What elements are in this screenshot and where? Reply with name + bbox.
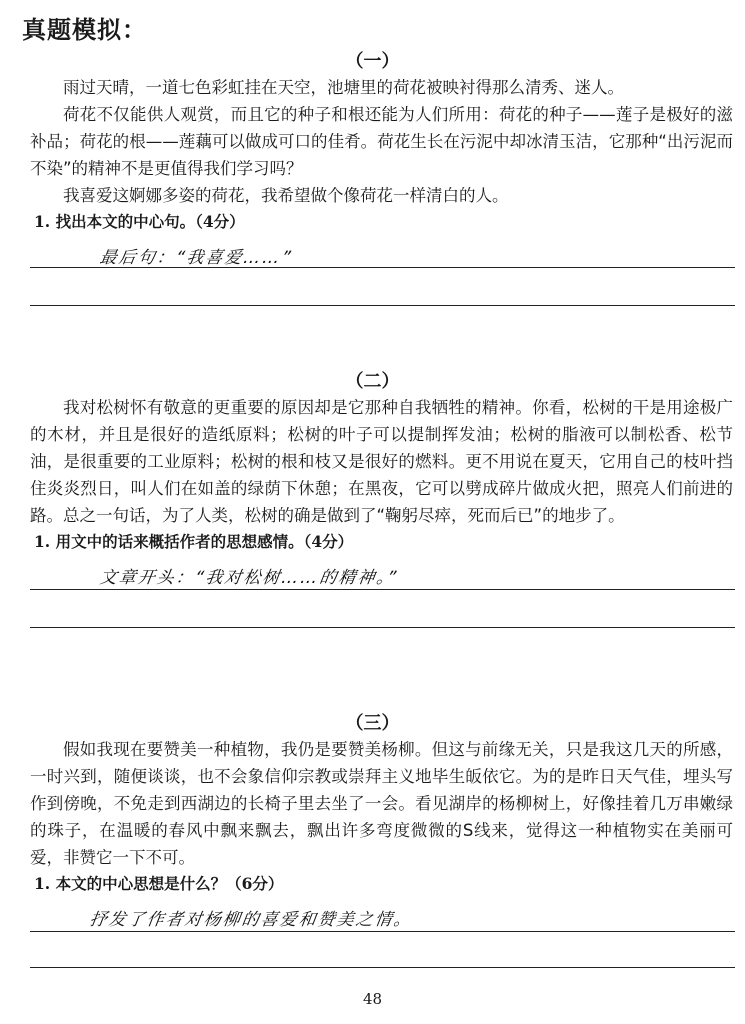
question: 1. 找出本文的中心句。（4分） (34, 212, 245, 231)
section-heading: （三） (345, 713, 400, 734)
page-number: 48 (362, 990, 383, 1008)
answer-line (30, 931, 735, 932)
question: 1. 本文的中心思想是什么？（6分） (34, 874, 284, 893)
handwritten-answer: 抒发了作者对杨柳的喜爱和赞美之情。 (88, 910, 415, 930)
page-title: 真题模拟： (22, 16, 147, 44)
answer-line (30, 589, 735, 590)
answer-line (30, 967, 735, 968)
answer-area (30, 897, 735, 969)
passage-paragraph: 雨过天晴，一道七色彩虹挂在天空，池塘里的荷花被映衬得那么清秀、迷人。 (63, 78, 624, 97)
answer-line (30, 305, 735, 306)
handwritten-answer: 文章开头：“我对松树……的精神。” (98, 568, 400, 588)
section-1 (0, 50, 745, 307)
section-heading: （一） (345, 51, 400, 72)
passage-paragraph: 我对松树怀有敬意的更重要的原因却是它那种自我牺牲的精神。你看，松树的干是用途极广的木材，并且是很好的造纸原料；松树的叶子可以提制挥发油；松树的脂液可以制松香、松节油，是很重要的工业原料；松树的根和枝又是很好的燃料。更不用说在夏天，它用自己的枝叶挡住炎炎烈日，叫人们在如盖的绿荫下休憩；在黑夜，它可以劈成碎片做成火把，照亮人们前进的路。总之一句话，为了人类，松树的确是做到了“鞠躬尽瘁，死而后已”的地步了。 (30, 398, 733, 525)
passage-paragraph: 我喜爱这婀娜多姿的荷花，我希望做个像荷花一样清白的人。 (63, 186, 509, 205)
handwritten-answer: 最后句：“我喜爱……” (98, 248, 294, 268)
answer-area (30, 555, 735, 627)
passage (30, 74, 733, 209)
passage (30, 736, 733, 871)
passage-paragraph: 假如我现在要赞美一种植物，我仍是要赞美杨柳。但这与前缘无关，只是我这几天的所感，一时兴到，随便谈谈，也不会象信仰宗教或崇拜主义地毕生皈依它。为的是昨日天气佳，埋头写作到傍晚，不免走到西湖边的长椅子里去坐了一会。看见湖岸的杨柳树上，好像挂着几万串嫩绿的珠子，在温暖的春风中飘来飘去，飘出许多弯度微微的S线来，觉得这一种植物实在美丽可爱，非赞它一下不可。 (30, 740, 733, 867)
passage-paragraph: 荷花不仅能供人观赏，而且它的种子和根还能为人们所用：荷花的种子——莲子是极好的滋补品；荷花的根——莲藕可以做成可口的佳肴。荷花生长在污泥中却冰清玉洁，它那种“出污泥而不染”的精神不是更值得我们学习吗？ (30, 105, 733, 178)
question: 1. 用文中的话来概括作者的思想感情。（4分） (34, 532, 354, 551)
section-2 (0, 370, 745, 627)
section-3 (0, 712, 745, 969)
section-heading: （二） (345, 371, 400, 392)
answer-line (30, 627, 735, 628)
answer-area (30, 235, 735, 307)
passage (30, 394, 733, 529)
answer-line (30, 267, 735, 268)
